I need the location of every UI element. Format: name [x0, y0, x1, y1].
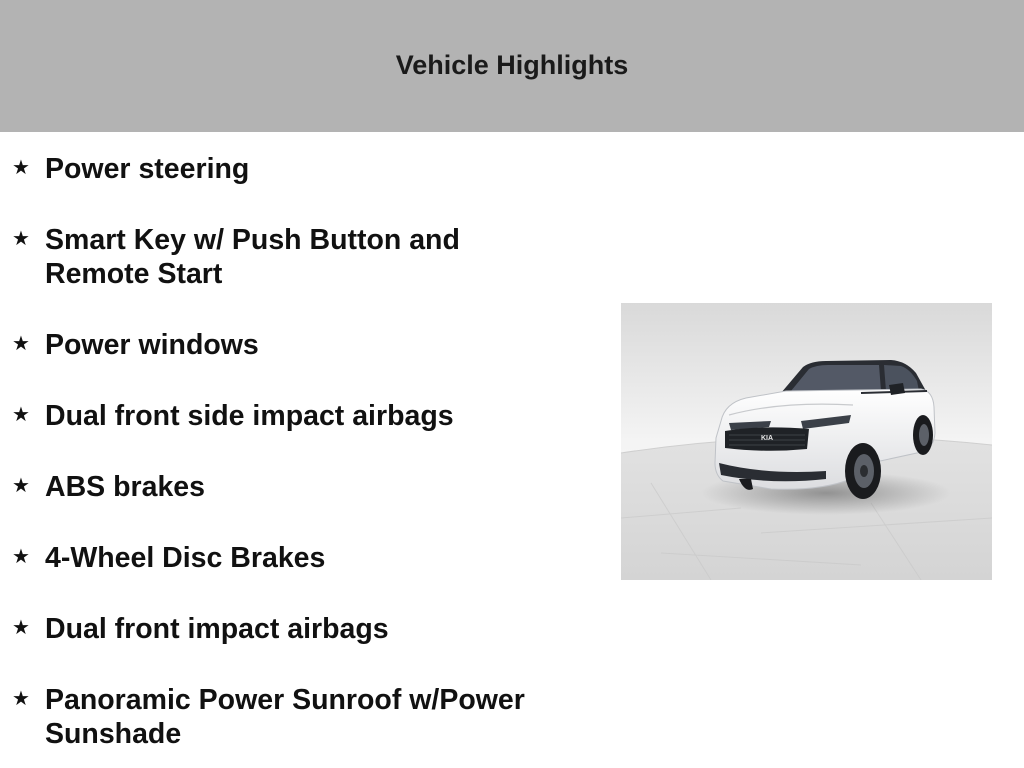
- star-icon: ★: [12, 473, 30, 497]
- list-item: [12, 541, 572, 575]
- vehicle-photo: [621, 303, 992, 580]
- star-icon: ★: [12, 615, 30, 639]
- highlight-label: Dual front impact airbags: [45, 613, 389, 645]
- highlight-label: 4-Wheel Disc Brakes: [45, 542, 326, 574]
- list-item: [12, 328, 572, 362]
- list-item: [12, 223, 565, 291]
- star-icon: ★: [12, 331, 30, 355]
- suv-illustration: [621, 303, 992, 580]
- star-icon: ★: [12, 155, 30, 179]
- star-icon: ★: [12, 686, 30, 710]
- highlights-list: [12, 152, 572, 751]
- star-icon: ★: [12, 544, 30, 568]
- highlight-label: ABS brakes: [45, 471, 205, 503]
- header-bar: [0, 0, 1024, 132]
- highlight-label: Smart Key w/ Push Button and Remote Start: [45, 224, 460, 290]
- list-item: [12, 683, 525, 751]
- list-item: [12, 470, 572, 504]
- page-title: Vehicle Highlights: [395, 49, 629, 80]
- highlight-label: Dual front side impact airbags: [45, 400, 454, 432]
- highlight-label: Power windows: [45, 329, 259, 361]
- highlight-label: Panoramic Power Sunroof w/Power Sunshade: [45, 684, 525, 750]
- highlight-label: Power steering: [45, 153, 250, 185]
- star-icon: ★: [12, 402, 30, 426]
- star-icon: ★: [12, 226, 30, 250]
- kia-badge: KIA: [760, 435, 774, 442]
- list-item: [12, 612, 572, 646]
- list-item: [12, 152, 572, 186]
- list-item: [12, 399, 572, 433]
